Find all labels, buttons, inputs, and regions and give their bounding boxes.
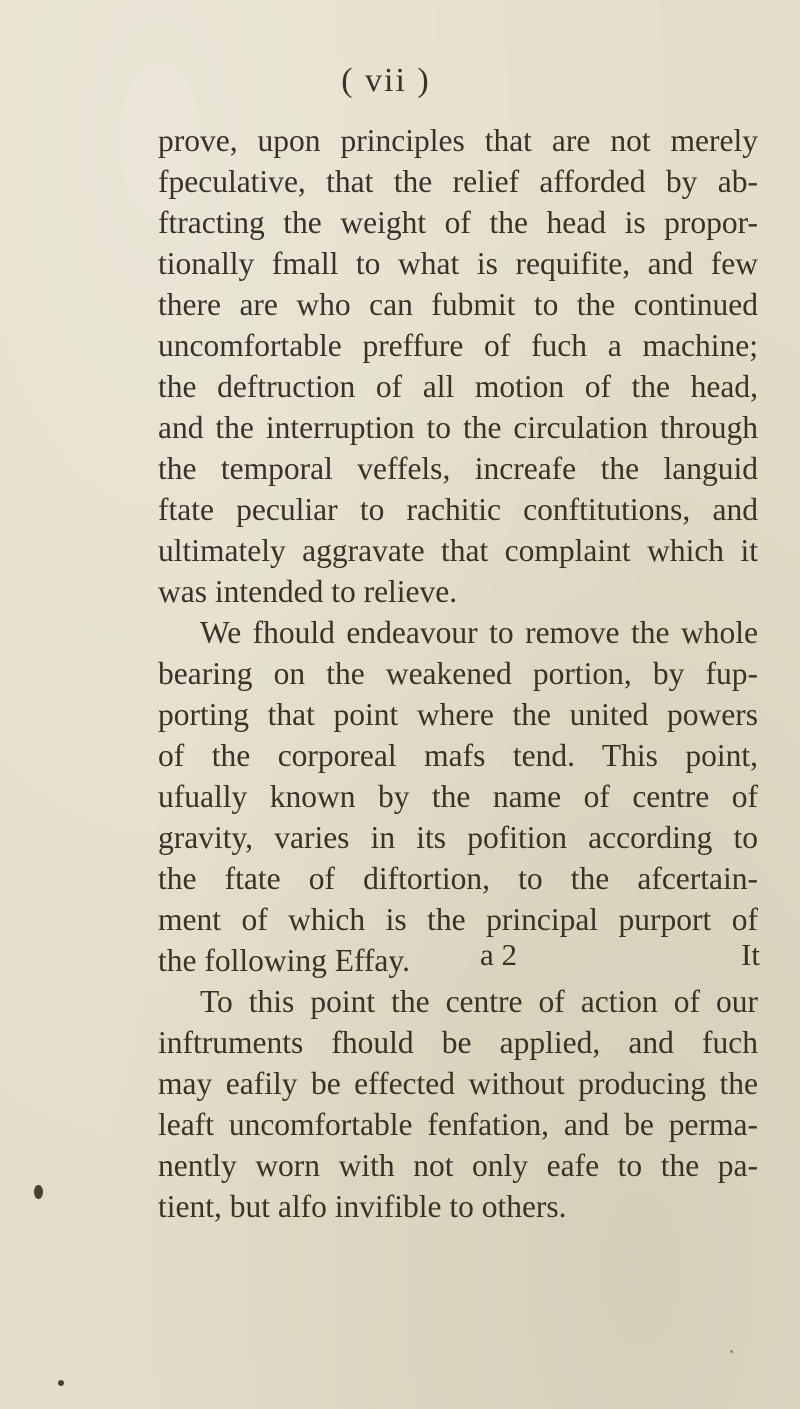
text-line: ultimately aggravate that complaint which it — [158, 533, 758, 568]
signature-mark: a 2 — [480, 937, 518, 972]
text-line: porting that point where the united powers — [158, 697, 758, 732]
text-line: prove, upon principles that are not merely — [158, 123, 758, 158]
text-line: tionally fmall to what is requifite, and few — [158, 246, 758, 281]
text-line: ufually known by the name of centre of — [158, 779, 758, 814]
page-number-header: ( vii ) — [341, 62, 431, 99]
text-line: and the interruption to the circulation through — [158, 410, 758, 445]
body-text — [158, 120, 758, 1227]
text-line: To this point the centre of action of our — [200, 984, 758, 1019]
text-line: inftruments fhould be applied, and fuch — [158, 1025, 758, 1060]
text-line: ftracting the weight of the head is propor- — [158, 205, 758, 240]
text-line: the temporal veffels, increafe the languid — [158, 451, 758, 486]
ink-speck — [730, 1350, 733, 1353]
text-line: may eafily be effected without producing the — [158, 1066, 758, 1101]
catchword: It — [741, 937, 760, 972]
text-line: ment of which is the principal purport of — [158, 902, 758, 937]
text-line: of the corporeal mafs tend. This point, — [158, 738, 758, 773]
text-line: leaft uncomfortable fenfation, and be perma- — [158, 1107, 758, 1142]
text-line: gravity, varies in its pofition according to — [158, 820, 758, 855]
text-line: fpeculative, that the relief afforded by ab- — [158, 164, 758, 199]
text-line: the following Effay. — [158, 943, 410, 978]
text-line: tient, but alfo invifible to others. — [158, 1189, 567, 1224]
ink-speck — [58, 1380, 64, 1386]
text-line: uncomfortable preffure of fuch a machine; — [158, 328, 758, 363]
text-line: ftate peculiar to rachitic conftitutions, and — [158, 492, 758, 527]
text-line: the deftruction of all motion of the head, — [158, 369, 758, 404]
text-line: bearing on the weakened portion, by fup- — [158, 656, 758, 691]
ink-speck — [34, 1185, 43, 1199]
text-line: was intended to relieve. — [158, 574, 458, 609]
text-line: the ftate of diftortion, to the afcertain- — [158, 861, 758, 896]
text-line: there are who can fubmit to the continued — [158, 287, 758, 322]
text-line: We fhould endeavour to remove the whole — [200, 615, 758, 650]
text-line: nently worn with not only eafe to the pa- — [158, 1148, 758, 1183]
